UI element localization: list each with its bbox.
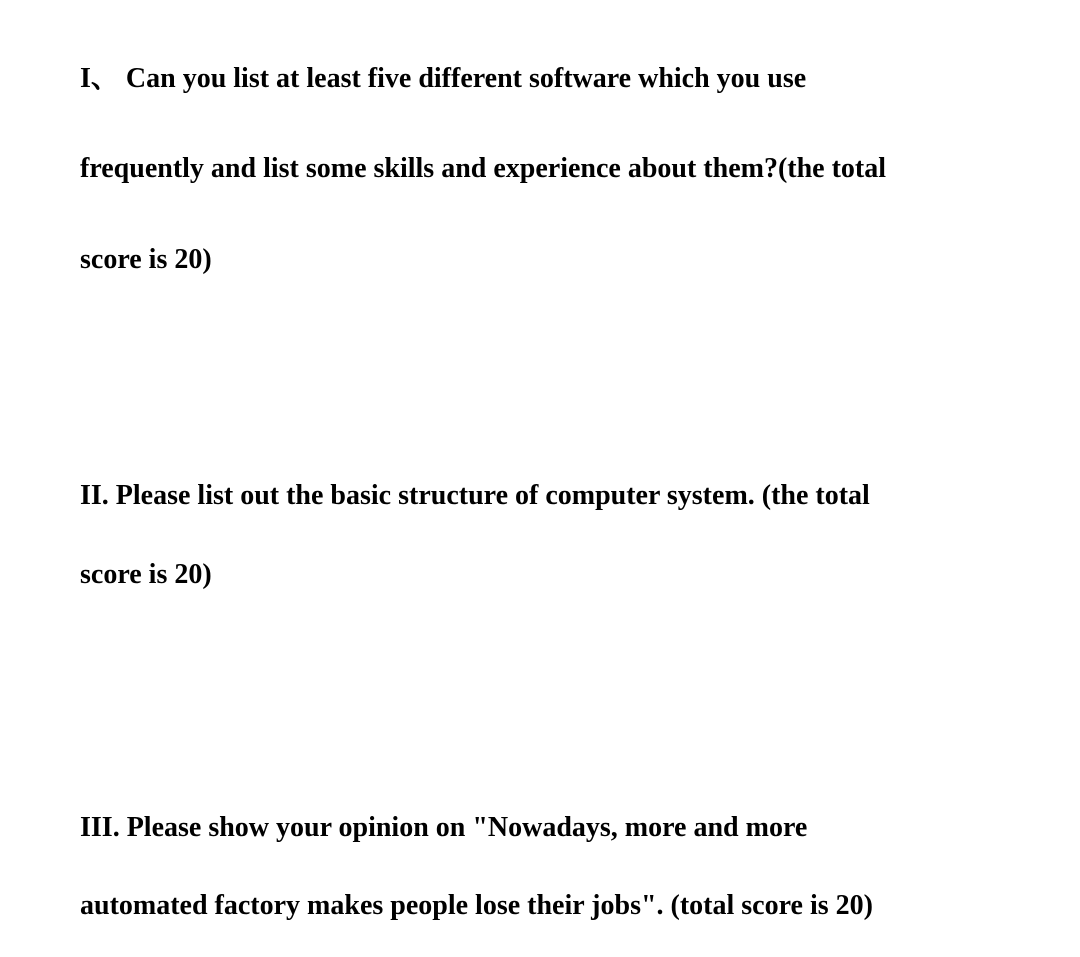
question-1-line-3: score is 20) [80, 244, 212, 275]
question-1-line-1: I、 Can you list at least five different software which you use [80, 63, 807, 94]
question-2-line-2: score is 20) [80, 559, 212, 590]
question-2-line-1: II. Please list out the basic structure of computer system. (the total [80, 480, 870, 511]
question-3-line-1: III. Please show your opinion on "Nowadays, more and more [80, 812, 808, 843]
question-1-line-2: frequently and list some skills and experience about them?(the total [80, 153, 887, 184]
question-3-line-2: automated factory makes people lose their jobs". (total score is 20) [80, 890, 873, 921]
